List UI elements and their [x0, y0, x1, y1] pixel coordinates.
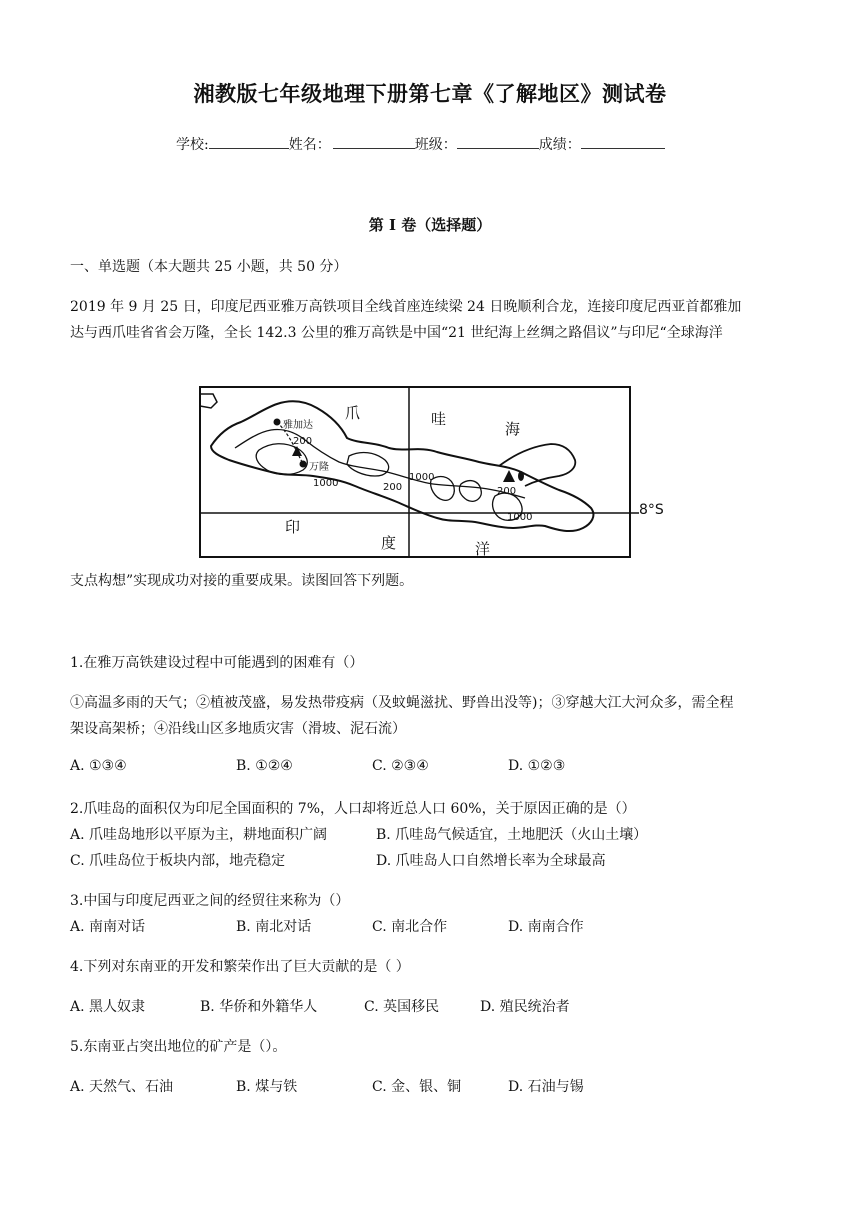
- class-label: 班级：: [414, 137, 457, 153]
- map-ocean-char-2: 度: [381, 534, 397, 552]
- name-label: 姓名：: [288, 137, 331, 153]
- q3-option-d[interactable]: D. 南南合作: [508, 919, 584, 935]
- contour-label-1000-central: 1000: [409, 472, 435, 483]
- question-3-stem: 3.中国与印度尼西亚之间的经贸往来称为（）: [70, 893, 350, 909]
- contour-label-200-west: 200: [293, 436, 313, 447]
- q5-option-b[interactable]: B. 煤与铁: [236, 1079, 298, 1095]
- q1-option-c[interactable]: C. ②③④: [372, 758, 429, 774]
- map-sea-char-2: 哇: [431, 410, 447, 428]
- q4-option-b[interactable]: B. 华侨和外籍华人: [200, 999, 318, 1015]
- map-sea-char-1: 爪: [345, 404, 361, 422]
- class-blank[interactable]: [457, 134, 539, 149]
- question-3-options: [70, 916, 792, 936]
- question-4-stem: 4.下列对东南亚的开发和繁荣作出了巨大贡献的是（ ）: [70, 959, 410, 975]
- q1-option-a[interactable]: A. ①③④: [70, 758, 127, 774]
- q2-option-c[interactable]: C. 爪哇岛位于板块内部，地壳稳定: [70, 853, 286, 869]
- contour-label-200-east: 200: [497, 486, 517, 497]
- page-title: 湘教版七年级地理下册第七章《了解地区》测试卷: [193, 82, 667, 106]
- q3-option-a[interactable]: A. 南南对话: [70, 919, 146, 935]
- volcano-crater-east: [518, 471, 524, 481]
- q2-option-a[interactable]: A. 爪哇岛地形以平原为主，耕地面积广阔: [70, 827, 328, 843]
- q3-option-b[interactable]: B. 南北对话: [236, 919, 312, 935]
- jakarta-label: 雅加达: [283, 420, 313, 431]
- question-4-options: [70, 996, 792, 1016]
- q5-option-c[interactable]: C. 金、银、铜: [372, 1079, 462, 1095]
- question-5-stem: 5.东南亚占突出地位的矿产是（）。: [70, 1039, 287, 1055]
- q1-option-b[interactable]: B. ①②④: [236, 758, 293, 774]
- question-1-detail-line-1: ①高温多雨的天气；②植被茂盛，易发热带疫病（及蚊蝇滋扰、野兽出没等)；③穿越大江大河众多，需全程: [70, 695, 734, 711]
- question-2-stem: 2.爪哇岛的面积仅为印尼全国面积的 7%，人口却将近总人口 60%，关于原因正确的是（）: [70, 801, 636, 817]
- bandung-dot: [300, 461, 307, 468]
- bandung-label: 万隆: [309, 462, 329, 473]
- contour-label-200-central: 200: [383, 482, 403, 493]
- score-blank[interactable]: [581, 134, 665, 149]
- q5-option-a[interactable]: A. 天然气、石油: [70, 1079, 174, 1095]
- question-1-stem: 1.在雅万高铁建设过程中可能遇到的困难有（）: [70, 655, 364, 671]
- part-title: 一、单选题（本大题共 25 小题，共 50 分）: [70, 259, 348, 275]
- student-info-line: [176, 134, 665, 154]
- contour-label-1000-west: 1000: [313, 478, 339, 489]
- q2-option-b[interactable]: B. 爪哇岛气候适宜，土地肥沃（火山土壤）: [376, 827, 648, 843]
- passage-line-3: 支点构想”实现成功对接的重要成果。读图回答下列题。: [70, 573, 414, 589]
- school-blank[interactable]: [209, 134, 289, 149]
- question-2-options-row-2: [70, 850, 792, 870]
- section-title: 第 I 卷（选择题）: [368, 216, 492, 234]
- q4-option-d[interactable]: D. 殖民统治者: [480, 999, 570, 1015]
- map-ocean-char-1: 印: [285, 518, 301, 536]
- contour-label-1000-east: 1000: [507, 512, 533, 523]
- latitude-label: 8°S: [639, 502, 664, 518]
- java-map: [199, 386, 664, 558]
- name-blank[interactable]: [333, 134, 415, 149]
- q4-option-a[interactable]: A. 黑人奴隶: [70, 999, 146, 1015]
- question-1-detail-line-2: 架设高架桥；④沿线山区多地质灾害（滑坡、泥石流）: [70, 721, 406, 737]
- passage-line-1: 2019 年 9 月 25 日，印度尼西亚雅万高铁项目全线首座连续梁 24 日晚顺利合龙，连接印度尼西亚首都雅加: [70, 299, 742, 315]
- question-1-options: [70, 758, 792, 778]
- q4-option-c[interactable]: C. 英国移民: [364, 999, 440, 1015]
- passage-line-2: 达与西爪哇省省会万隆，全长 142.3 公里的雅万高铁是中国“21 世纪海上丝绸之路倡议”与印尼“全球海洋: [70, 325, 723, 341]
- question-5-options: [70, 1076, 792, 1096]
- score-label: 成绩：: [538, 137, 581, 153]
- q2-option-d[interactable]: D. 爪哇岛人口自然增长率为全球最高: [376, 853, 606, 869]
- school-label: 学校:: [176, 137, 209, 153]
- q5-option-d[interactable]: D. 石油与锡: [508, 1079, 584, 1095]
- jakarta-dot: [274, 419, 281, 426]
- question-2-options-row-1: [70, 824, 792, 844]
- map-sea-char-3: 海: [505, 420, 521, 438]
- map-ocean-char-3: 洋: [475, 540, 491, 558]
- q1-option-d[interactable]: D. ①②③: [508, 758, 566, 774]
- q3-option-c[interactable]: C. 南北合作: [372, 919, 448, 935]
